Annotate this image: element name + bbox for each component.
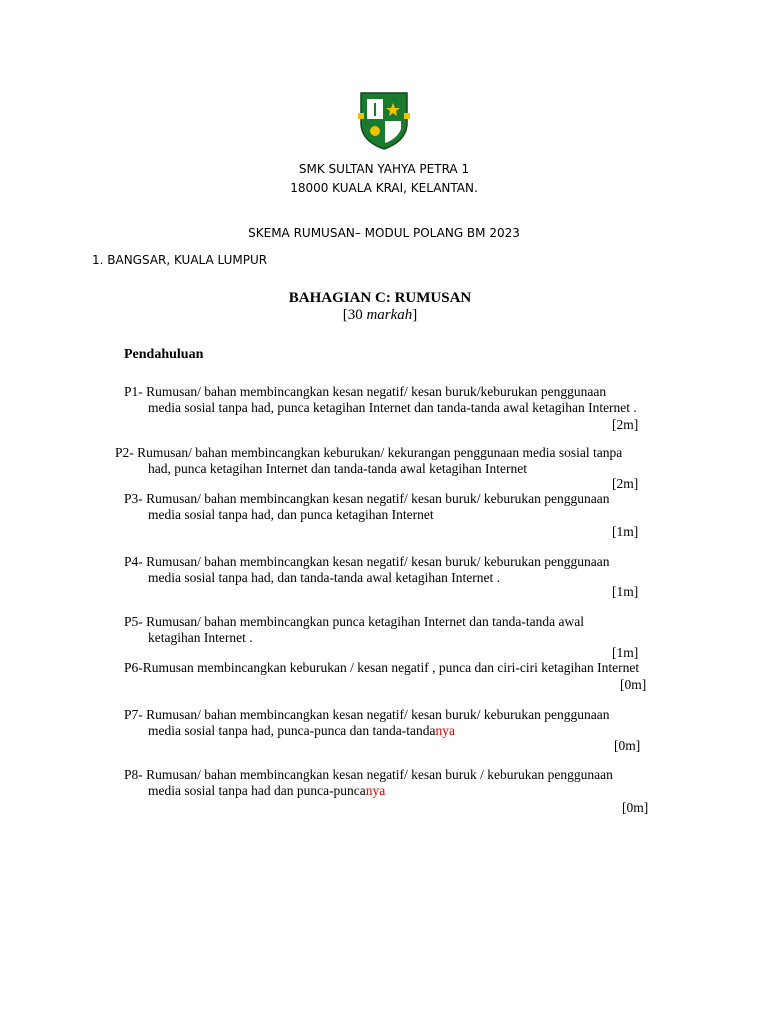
list-item: P3- Rumusan/ bahan membincangkan kesan negatif/ kesan buruk/ keburukan penggunaan media sosial tanpa had, dan punca ketagihan Internet bbox=[124, 491, 610, 522]
list-item: P6-Rumusan membincangkan keburukan / kesan negatif , punca dan ciri-ciri ketagihan Internet bbox=[124, 660, 640, 675]
list-item: P2- Rumusan/ bahan membincangkan keburukan/ kekurangan penggunaan media sosial tanpa had, punca ketagihan Internet dan tanda-tanda awal ketagihan Internet bbox=[115, 445, 623, 476]
list-item: P4- Rumusan/ bahan membincangkan kesan negatif/ kesan buruk/ keburukan penggunaan media sosial tanpa had, dan tanda-tanda awal ketagihan Internet . bbox=[124, 554, 610, 585]
document-title: SKEMA RUMUSAN– MODUL POLANG BM 2023 bbox=[248, 226, 520, 240]
mark-label: [1m] bbox=[612, 524, 639, 539]
section-marks: [30 markah] bbox=[342, 307, 418, 323]
subheading-pendahuluan: Pendahuluan bbox=[124, 347, 204, 362]
mark-label: [0m] bbox=[622, 800, 649, 815]
list-item: P5- Rumusan/ bahan membincangkan punca ketagihan Internet dan tanda-tanda awal ketagihan Internet . bbox=[124, 614, 584, 645]
item-label: 1. BANGSAR, KUALA LUMPUR bbox=[92, 253, 268, 267]
list-item: P8- Rumusan/ bahan membincangkan kesan negatif/ kesan buruk / keburukan penggunaan media sosial tanpa had dan punca-puncanya bbox=[124, 767, 613, 798]
mark-label: [0m] bbox=[614, 738, 641, 753]
mark-label: [2m] bbox=[612, 417, 639, 432]
list-item: P1- Rumusan/ bahan membincangkan kesan negatif/ kesan buruk/keburukan penggunaan media sosial tanpa had, punca ketagihan Internet dan tanda-tanda awal ketagihan Internet . bbox=[124, 384, 637, 415]
school-name: SMK SULTAN YAHYA PETRA 1 bbox=[298, 162, 470, 176]
mark-label: [0m] bbox=[620, 677, 647, 692]
list-item: P7- Rumusan/ bahan membincangkan kesan negatif/ kesan buruk/ keburukan penggunaan media sosial tanpa had, punca-punca dan tanda-tandanya bbox=[124, 707, 610, 738]
mark-label: [1m] bbox=[612, 584, 639, 599]
school-crest-logo bbox=[357, 89, 411, 151]
mark-label: [2m] bbox=[612, 476, 639, 491]
school-address: 18000 KUALA KRAI, KELANTAN. bbox=[290, 181, 478, 195]
section-title: BAHAGIAN C: RUMUSAN bbox=[288, 290, 472, 306]
mark-label: [1m] bbox=[612, 645, 639, 660]
